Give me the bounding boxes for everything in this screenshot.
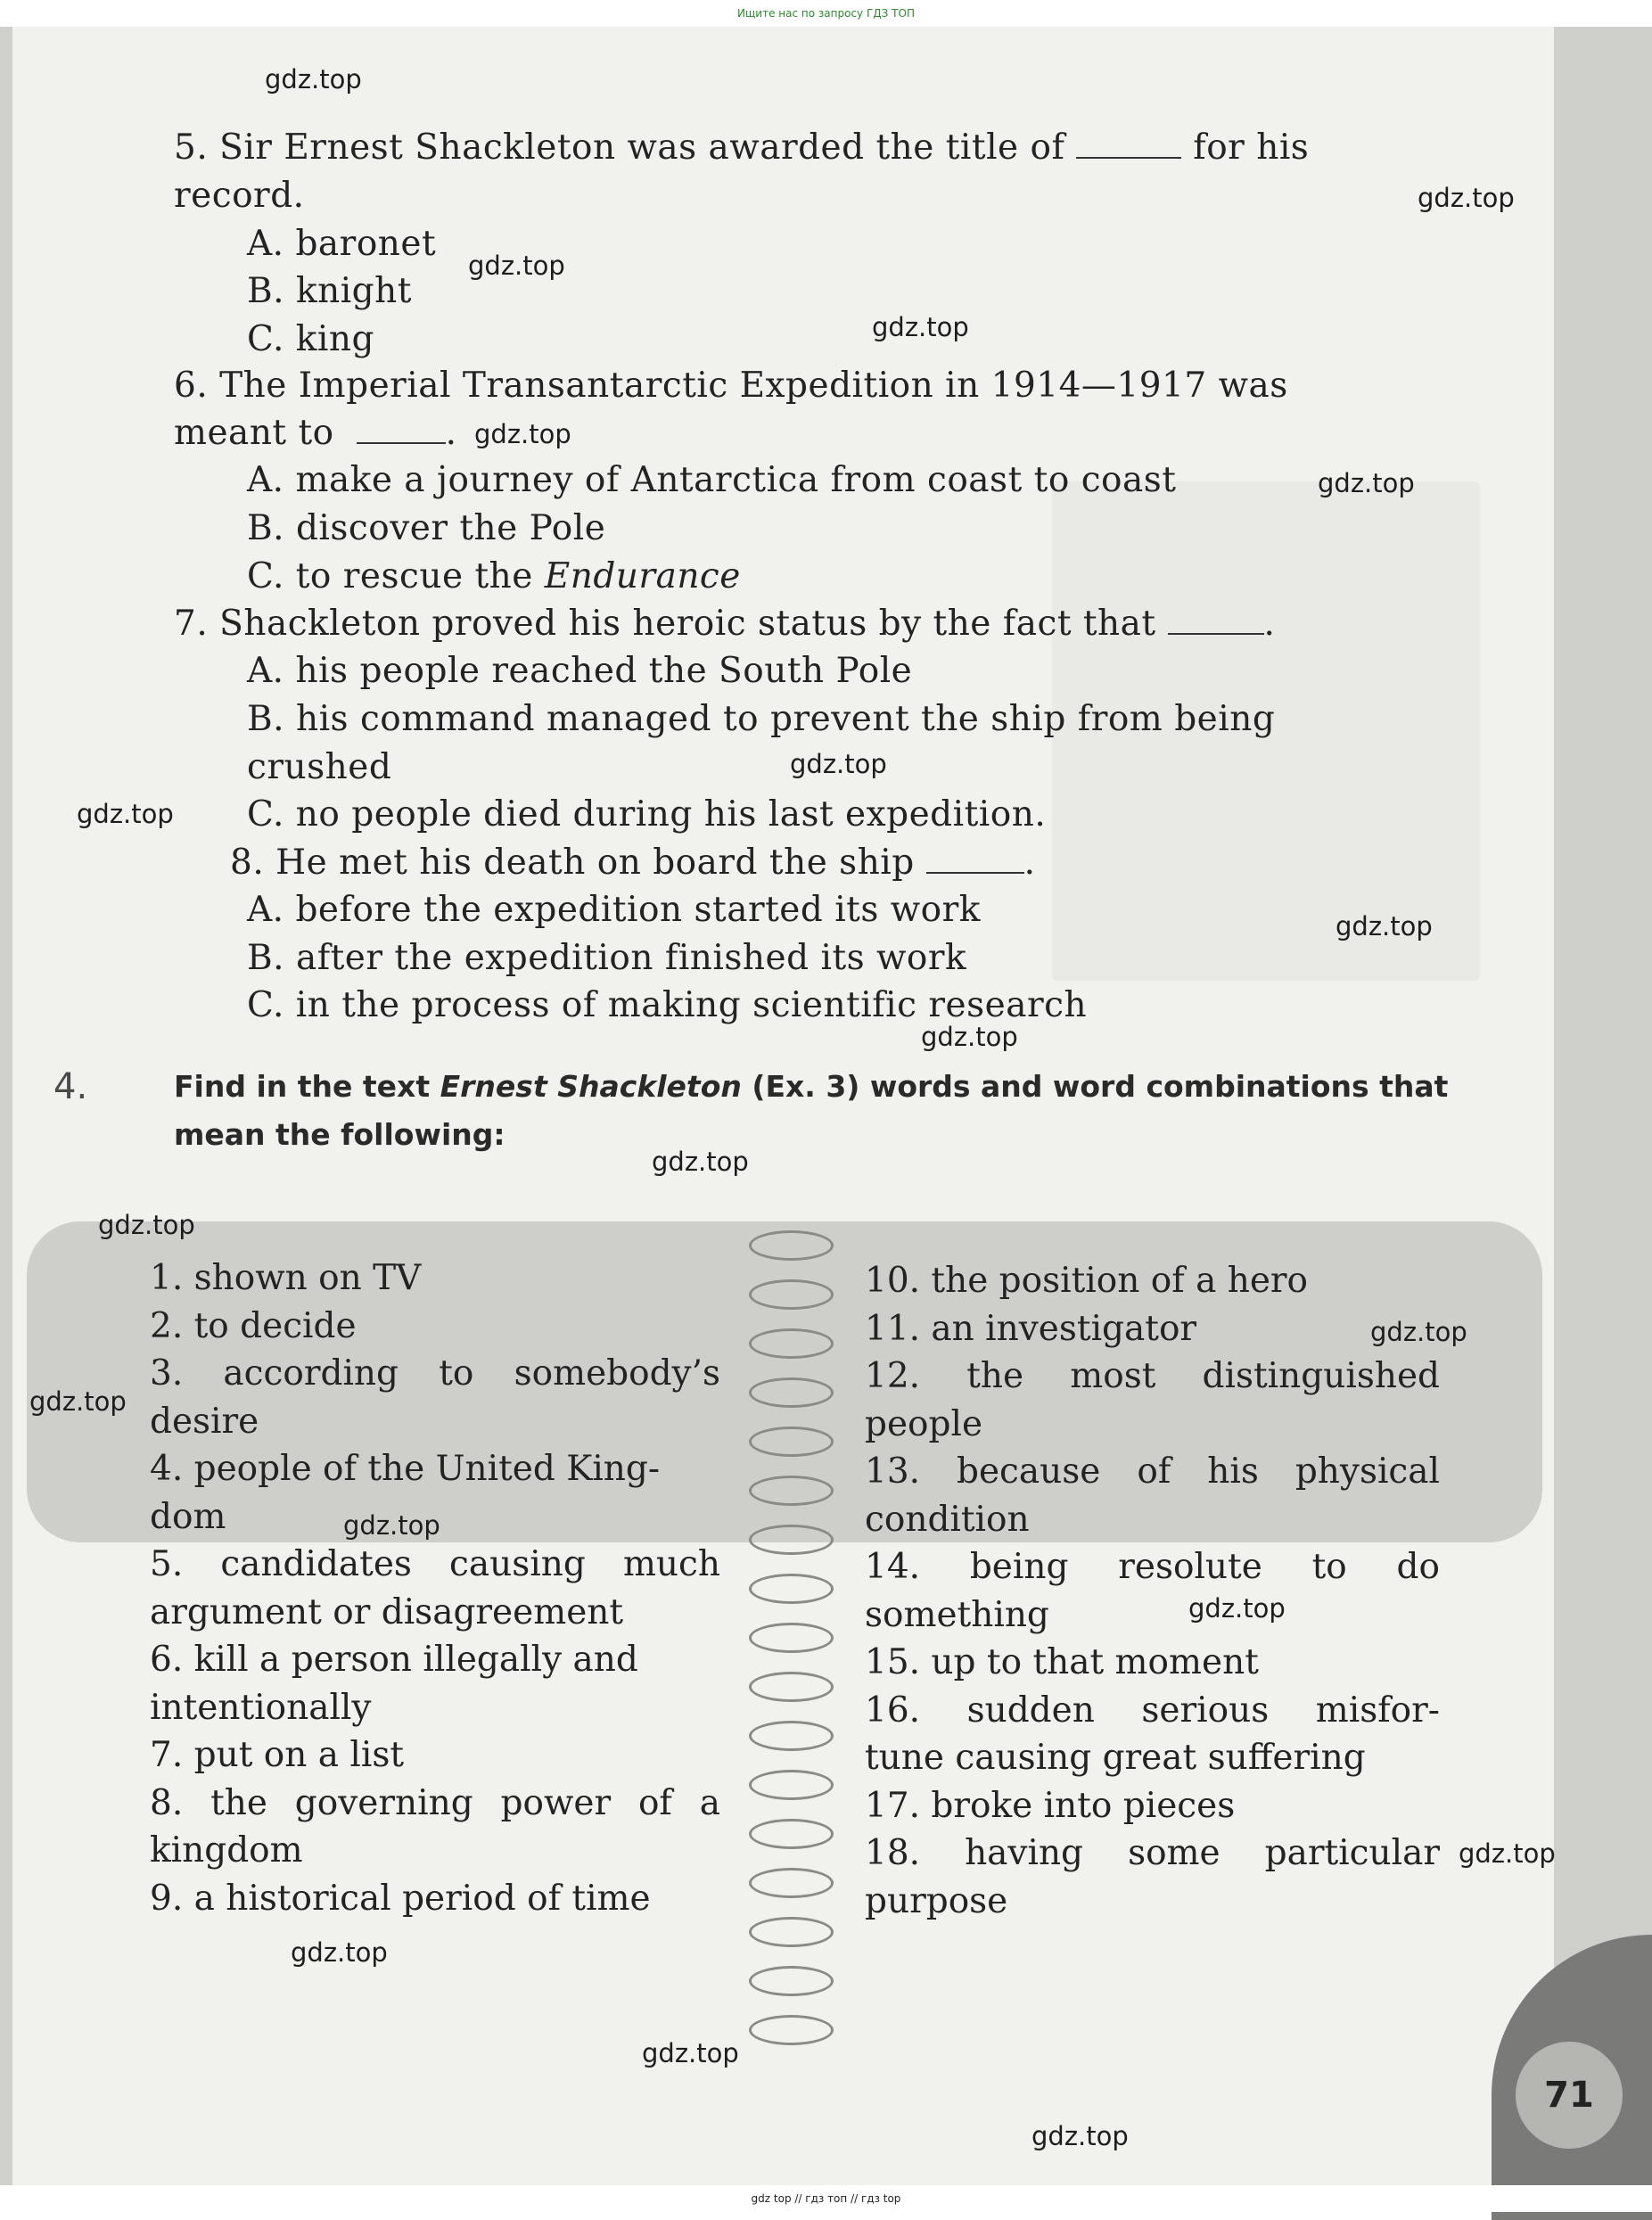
question-7-option-b-line-1: B. his command managed to prevent the ship from being <box>247 699 1276 739</box>
exercise-text-end: (Ex. 3) words and word combinations that mean the following: <box>174 1069 1449 1152</box>
question-7-option-a: A. his people reached the South Pole <box>247 651 913 691</box>
spiral-ring <box>749 1917 834 1947</box>
watermark: gdz.top <box>77 799 174 829</box>
page-spine-shadow <box>0 27 12 2202</box>
item-13-line-1: 13. because of his physical <box>865 1451 1440 1492</box>
spiral-ring <box>749 1623 834 1653</box>
question-6-period: . <box>445 413 457 453</box>
item-5-line-1: 5. candidates causing much <box>150 1544 720 1584</box>
question-8-line-1 <box>230 842 1036 884</box>
watermark: gdz.top <box>1188 1593 1286 1624</box>
spiral-ring <box>749 2015 834 2045</box>
spiral-ring <box>749 1574 834 1604</box>
watermark: gdz.top <box>1459 1838 1556 1869</box>
spiral-ring <box>749 1868 834 1898</box>
watermark: gdz.top <box>652 1147 749 1177</box>
item-9: 9. a historical period of time <box>150 1879 651 1919</box>
watermark: gdz.top <box>1031 2121 1129 2151</box>
question-7-line-1 <box>174 603 1275 645</box>
question-5-option-c: C. king <box>247 319 374 359</box>
item-8-line-1: 8. the governing power of a <box>150 1783 720 1823</box>
question-8-option-c: C. in the process of making scientific research <box>247 985 1088 1025</box>
item-6-line-1: 6. kill a person illegally and <box>150 1640 638 1680</box>
item-13-line-2: condition <box>865 1500 1030 1540</box>
watermark: gdz.top <box>468 251 565 281</box>
answer-blank <box>1168 606 1264 635</box>
spiral-ring <box>749 1672 834 1702</box>
exercise-text-title: Ernest Shackleton <box>440 1069 742 1104</box>
watermark: gdz.top <box>265 64 362 95</box>
watermark: gdz.top <box>921 1022 1018 1052</box>
watermark: gdz.top <box>291 1937 388 1968</box>
question-5-line-1 <box>174 127 1309 169</box>
exercise-number: 4. <box>53 1066 88 1107</box>
watermark: gdz.top <box>474 419 571 449</box>
item-4-line-1: 4. people of the United King- <box>150 1449 661 1489</box>
question-5-text: 5. Sir Ernest Shackleton was awarded the title of <box>174 127 1065 168</box>
spiral-ring <box>749 1721 834 1751</box>
spiral-binding <box>749 1230 834 2086</box>
item-15: 15. up to that moment <box>865 1642 1259 1682</box>
item-4-line-2: dom <box>150 1497 226 1537</box>
watermark: gdz.top <box>1318 468 1415 498</box>
question-6-option-c <box>247 555 741 598</box>
question-5-option-b: B. knight <box>247 271 412 311</box>
question-7-option-b-line-2: crushed <box>247 747 392 787</box>
item-10: 10. the position of a hero <box>865 1261 1309 1301</box>
question-8-text: 8. He met his death on board the ship <box>230 843 915 883</box>
spiral-ring <box>749 1770 834 1800</box>
item-11: 11. an investigator <box>865 1309 1197 1349</box>
question-6-line-1: 6. The Imperial Transantarctic Expedition in 1914—1917 was <box>174 366 1288 406</box>
item-2: 2. to decide <box>150 1306 357 1346</box>
item-16-line-1: 16. sudden serious misfor- <box>865 1690 1440 1731</box>
question-8-period: . <box>1023 843 1036 883</box>
question-5-text-tail: for his <box>1193 127 1310 168</box>
watermark: gdz.top <box>343 1510 440 1541</box>
item-14-line-2: something <box>865 1595 1049 1635</box>
question-6-option-b: B. discover the Pole <box>247 508 606 548</box>
watermark: gdz.top <box>1418 183 1515 213</box>
watermark: gdz.top <box>642 2038 739 2068</box>
item-18-line-1: 18. having some particular <box>865 1833 1440 1873</box>
item-17: 17. broke into pieces <box>865 1786 1236 1826</box>
ship-name: Endurance <box>544 556 741 596</box>
spiral-ring <box>749 1427 834 1457</box>
exercise-instructions <box>174 1063 1520 1159</box>
answer-blank <box>1076 130 1181 159</box>
spiral-ring <box>749 1476 834 1506</box>
page-number: 71 <box>1516 2042 1623 2149</box>
watermark: gdz.top <box>790 749 887 779</box>
spiral-ring <box>749 1377 834 1408</box>
question-5-option-a: A. baronet <box>247 224 437 264</box>
question-7-option-c: C. no people died during his last expedition. <box>247 794 1047 835</box>
item-7: 7. put on a list <box>150 1735 405 1775</box>
item-12-line-2: people <box>865 1404 983 1444</box>
item-12-line-1: 12. the most distinguished <box>865 1356 1440 1396</box>
watermark: gdz.top <box>1370 1317 1467 1347</box>
spiral-ring <box>749 1328 834 1359</box>
question-6-option-c-text: C. to rescue the <box>247 556 545 596</box>
watermark: gdz.top <box>872 312 969 342</box>
answer-blank <box>357 415 446 444</box>
item-16-line-2: tune causing great suffering <box>865 1738 1366 1778</box>
spiral-ring <box>749 1819 834 1849</box>
answer-blank <box>926 845 1024 874</box>
item-1: 1. shown on TV <box>150 1258 422 1298</box>
item-3-line-2: desire <box>150 1402 259 1442</box>
question-6-text: meant to <box>174 413 334 453</box>
item-5-line-2: argument or disagreement <box>150 1592 624 1632</box>
spiral-ring <box>749 1966 834 1996</box>
bottom-banner: gdz top // гдз топ // гдз top <box>0 2185 1652 2212</box>
exercise-text-start: Find in the text <box>174 1069 440 1104</box>
question-8-option-a: A. before the expedition started its work <box>247 890 981 930</box>
top-banner: Ищите нас по запросу ГДЗ ТОП <box>0 0 1652 27</box>
question-7-text: 7. Shackleton proved his heroic status by the fact that <box>174 604 1156 644</box>
question-7-period: . <box>1263 604 1276 644</box>
item-3-line-1: 3. according to somebody’s <box>150 1353 720 1394</box>
question-5-line-2: record. <box>174 176 305 216</box>
watermark: gdz.top <box>1336 911 1433 941</box>
page-edge-strip <box>1554 27 1652 2175</box>
item-6-line-2: intentionally <box>150 1688 372 1728</box>
item-8-line-2: kingdom <box>150 1830 303 1871</box>
question-6-option-a: A. make a journey of Antarctica from coast to coast <box>247 460 1177 500</box>
watermark: gdz.top <box>98 1210 195 1240</box>
spiral-ring <box>749 1525 834 1555</box>
spiral-ring <box>749 1230 834 1261</box>
question-6-line-2 <box>174 412 456 455</box>
item-18-line-2: purpose <box>865 1881 1008 1921</box>
spiral-ring <box>749 1279 834 1310</box>
question-8-option-b: B. after the expedition finished its work <box>247 938 967 978</box>
watermark: gdz.top <box>29 1386 127 1417</box>
item-14-line-1: 14. being resolute to do <box>865 1547 1440 1587</box>
